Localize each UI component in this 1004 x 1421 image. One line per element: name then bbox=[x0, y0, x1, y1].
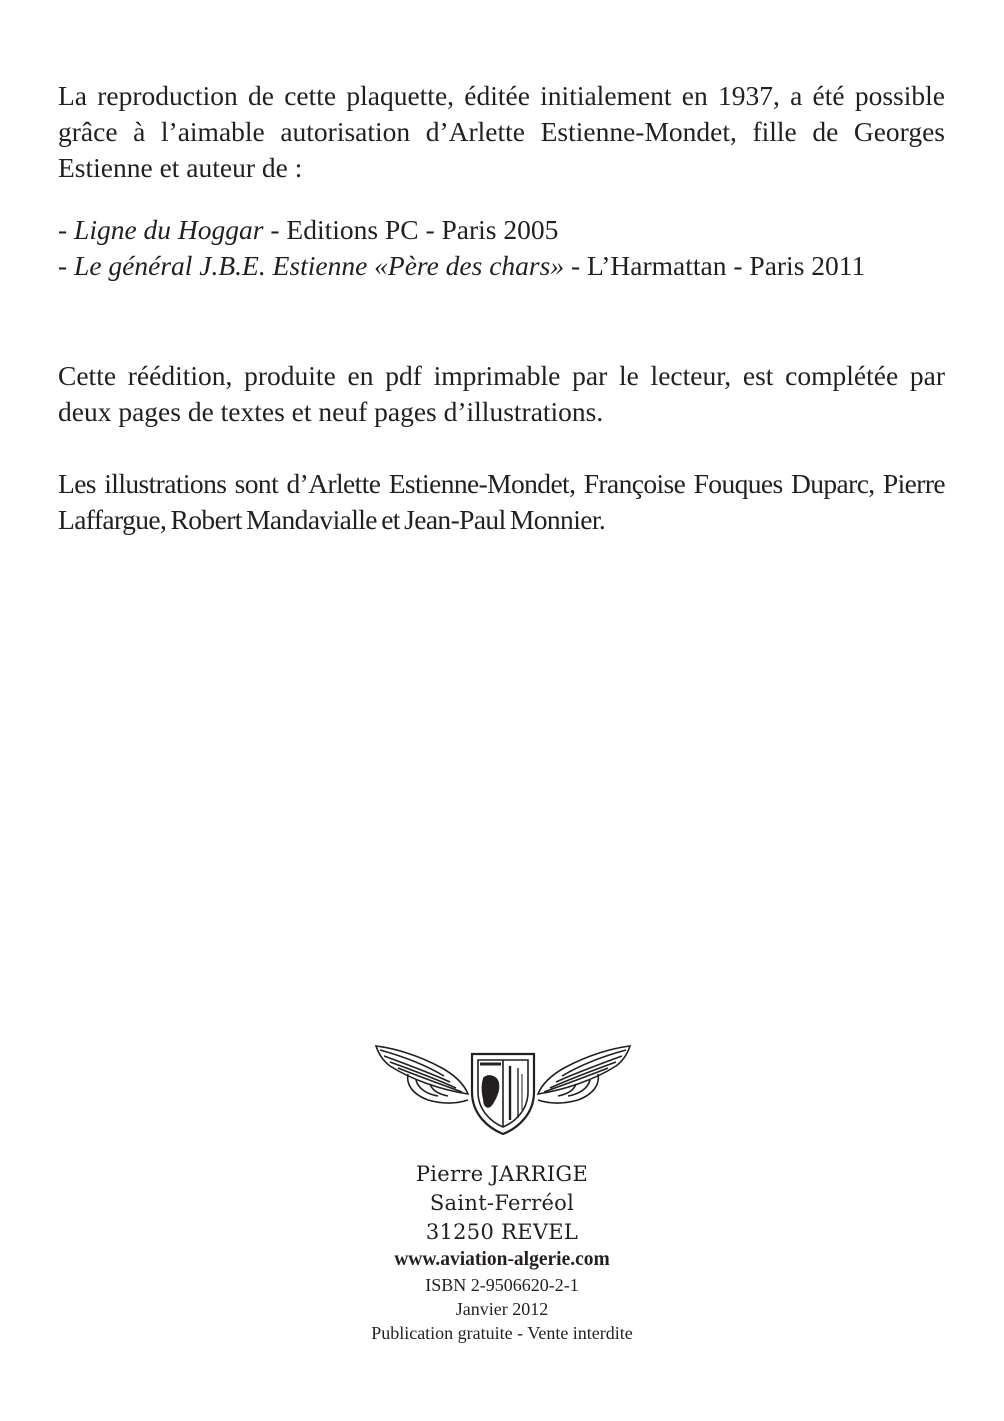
date-line: Janvier 2012 bbox=[455, 1299, 549, 1319]
work-title: Le général J.B.E. Estienne «Père des chars» bbox=[74, 250, 565, 281]
publisher-address bbox=[0, 1160, 1004, 1247]
reissue-paragraph: Cette réédition, produite en pdf imprimable par le lecteur, est complétée par deux pages de textes et neuf pages d’illustrations. bbox=[58, 360, 945, 427]
website-link[interactable]: www.aviation-algerie.com bbox=[394, 1249, 610, 1270]
work-details: - L’Harmattan - Paris 2011 bbox=[564, 250, 866, 281]
notice-line: Publication gratuite - Vente interdite bbox=[371, 1323, 633, 1343]
works-list bbox=[58, 212, 945, 284]
work-item bbox=[58, 212, 945, 248]
publisher-name: Pierre JARRIGE bbox=[415, 1162, 589, 1186]
intro-paragraph: La reproduction de cette plaquette, éditée initialement en 1937, a été possible grâce à l’aimable autorisation d’Arlette Estienne-Mondet, fille de Georges Estienne et auteur de : bbox=[58, 80, 945, 183]
work-details: - Editions PC - Paris 2005 bbox=[263, 214, 559, 245]
winged-emblem-icon bbox=[372, 1034, 634, 1136]
work-item bbox=[58, 248, 945, 284]
publisher-locality: Saint-Ferréol bbox=[429, 1191, 575, 1215]
isbn-line: ISBN 2-9506620-2-1 bbox=[425, 1275, 579, 1295]
publisher-postal: 31250 REVEL bbox=[425, 1220, 579, 1244]
work-title: Ligne du Hoggar bbox=[74, 214, 264, 245]
publication-meta bbox=[0, 1273, 1004, 1345]
work-prefix: - bbox=[58, 250, 75, 281]
illustrations-paragraph: Les illustrations sont d’Arlette Estienne-Mondet, Françoise Fouques Duparc, Pierre Laffargue, Robert Mandavialle et Jean-Paul Monnier. bbox=[58, 468, 945, 535]
work-prefix: - bbox=[58, 214, 75, 245]
